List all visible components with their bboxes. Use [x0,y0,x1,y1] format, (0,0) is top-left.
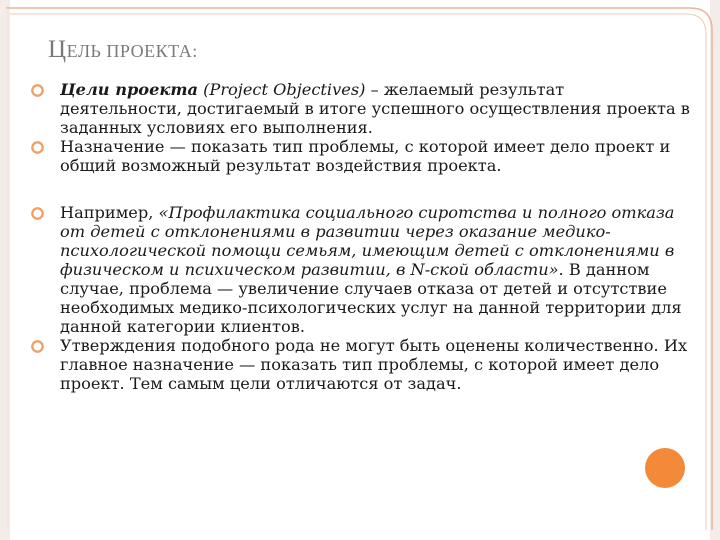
list-item [30,137,690,175]
objectives-definition: – желаемый результат деятельности, достигаемый в итоге успешного осуществления проекта в заданных условиях его выполнения. [60,80,690,137]
circle-ring-icon [30,83,45,98]
statements-text: Утверждения подобного рода не могут быть оценены количественно. Их главное назначение — показать тип проблемы, с которой имеет дело проект. Тем самым цели отличаются от задач. [60,336,688,393]
slide-title: ЦЕЛЬ ПРОЕКТА: [48,36,198,63]
slide-content [30,80,690,393]
list-item [30,203,690,336]
orange-circle-icon [645,448,685,488]
circle-ring-icon [30,206,45,221]
circle-ring-icon [30,339,45,354]
list-item [30,336,690,393]
objectives-term-en: (Project Objectives) [203,80,366,99]
purpose-text: Назначение — показать тип проблемы, с которой имеет дело проект и общий возможный результат воздействия проекта. [60,137,671,175]
example-quote: «Профилактика социального сиротства и полного отказа от детей с отклонениями в развитии через оказание медико-психологической помощи семьям, имеющим детей с отклонениями в физическом и психическом развитии, в N-ской области». [60,203,675,279]
circle-ring-icon [30,140,45,155]
example-explanation: В данном случае, проблема — увеличение случаев отказа от детей и отсутствие необходимых медико-психологических услуг на данной территории для данной категории клиентов. [60,260,682,336]
objectives-term: Цели проекта [60,80,198,99]
list-item [30,80,690,137]
example-lead: Например, [60,203,159,222]
